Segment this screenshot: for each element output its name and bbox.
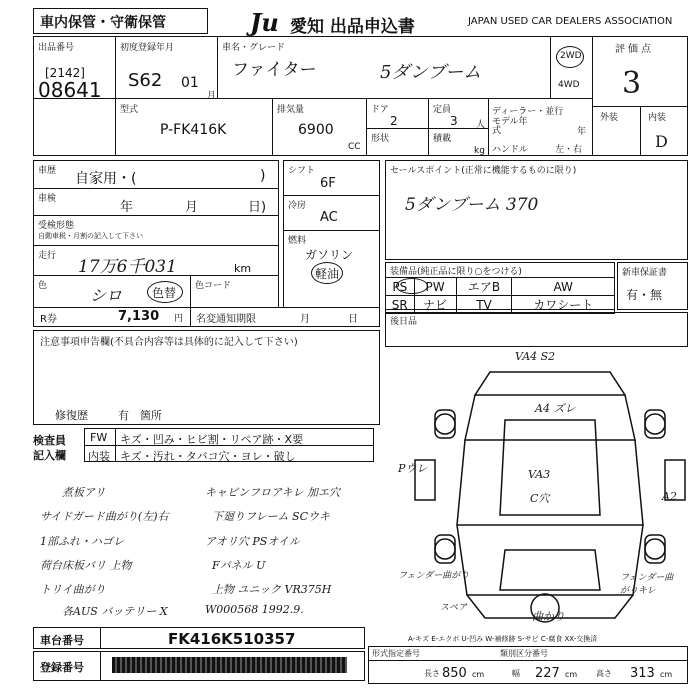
check-row2: キズ・汚れ・タバコ穴・ヨレ・破し — [120, 450, 296, 463]
note-line: 上物 ユニック VR375H — [212, 583, 332, 596]
color-change: 色替 — [152, 286, 177, 300]
inspection-year: 年 — [120, 200, 134, 215]
exterior-label: 外装 — [600, 113, 619, 123]
ac-value: AC — [320, 210, 338, 225]
repair-label: 修復歴 — [55, 409, 88, 422]
equipment-label: 装備品(純正品に限り○をつける) — [390, 267, 522, 277]
inspector-entry-label: 記入欄 — [33, 449, 66, 462]
displacement-unit: CC — [348, 142, 361, 152]
drive-4wd: 4WD — [558, 80, 580, 90]
chassis-number: FK416K510357 — [168, 630, 296, 648]
diagram-mark-fender-right: フェンダー曲がりキレ — [620, 573, 674, 596]
note-line: 煮板アリ — [62, 486, 106, 499]
mileage-label: 走行 — [38, 251, 57, 261]
width-value: 227 — [535, 666, 560, 681]
diagram-mark-c-hole: C穴 — [530, 492, 550, 505]
warranty-value: 有・無 — [626, 288, 663, 302]
capacity-value: 3 — [450, 114, 458, 128]
check-fw-label: FW — [90, 431, 108, 444]
car-name-label: 車名・グレード — [222, 43, 286, 53]
reg-year-label: 初度登録年月 — [120, 43, 175, 53]
doors-value: 2 — [390, 114, 398, 128]
association-name: JAPAN USED CAR DEALERS ASSOCIATION — [468, 16, 673, 27]
diagram-mark-va3: VA3 — [528, 468, 551, 481]
diagram-mark-a2: A2 — [662, 490, 677, 503]
dealer-label: ディーラー・並行 — [492, 107, 564, 117]
reg-month-value: 01 — [181, 75, 199, 91]
car-name: ファイター — [232, 60, 317, 80]
acceptance-label: 受検形態 — [38, 221, 75, 231]
equip-navi: ナビ — [414, 296, 456, 314]
equip-sr: SR — [386, 296, 415, 314]
note-line: W000568 1992.9. — [205, 603, 304, 616]
interior-score: D — [655, 132, 668, 151]
acceptance-note: 自動車税・月割の記入して下さい — [38, 232, 143, 240]
diagram-mark-pure: Pウレ — [398, 462, 428, 475]
capacity-label: 定員 — [433, 105, 452, 115]
equip-ps: PS — [386, 278, 415, 296]
length-unit: cm — [472, 670, 485, 679]
recycle-value: 7,130 — [118, 309, 160, 324]
fuel-value: ガソリン — [305, 248, 354, 262]
note-line: 下廻りフレーム SCウキ — [212, 510, 331, 523]
displacement-label: 排気量 — [277, 105, 305, 115]
note-line: 各AUS バッテリー X — [62, 605, 168, 618]
height-unit: cm — [660, 670, 673, 679]
shift-value: 6F — [320, 176, 336, 191]
top-section — [33, 36, 688, 156]
handle-lr: 左・右 — [555, 145, 583, 155]
capacity-unit: 人 — [476, 120, 486, 130]
damage-legend: A-キズ E-エクボ U-凹み W-補修跡 S-サビ C-腐食 XX-交換済 — [408, 635, 598, 643]
diagram-mark-bottom: 曲かり — [532, 610, 565, 623]
diagram-mark-fender-left: フェンダー曲がり — [398, 571, 470, 581]
mileage-handwritten: 17万6千031 — [78, 257, 177, 277]
later-block — [385, 312, 688, 347]
form-title: 愛知 出品申込書 — [290, 17, 415, 37]
load-unit: kg — [474, 146, 485, 156]
ps-selected-circle — [396, 278, 428, 294]
later-label: 後日品 — [390, 317, 418, 327]
model-value: P-FK416K — [160, 122, 227, 138]
recycle-unit: 円 — [174, 314, 184, 324]
model-year-unit: 年 — [577, 127, 587, 137]
fuel-selected: 軽油 — [315, 267, 340, 281]
recycle-label: R券 — [40, 314, 57, 325]
lot-number: 08641 — [38, 78, 102, 102]
registration-label: 登録番号 — [40, 661, 84, 674]
doors-label: ドア — [371, 105, 389, 115]
interior-label: 内装 — [648, 113, 667, 123]
name-change-day: 日 — [348, 314, 358, 325]
inspection-month: 月 — [185, 200, 199, 215]
name-change-label: 名変通知期限 — [196, 314, 256, 325]
height-value: 313 — [630, 666, 655, 681]
chassis-label: 車台番号 — [40, 634, 84, 647]
score-value: 3 — [622, 66, 642, 101]
length-label: 長さ — [424, 669, 440, 678]
storage-label: 車内保管・守衛保管 — [40, 15, 166, 31]
fuel-label: 燃料 — [288, 236, 307, 246]
color-label: 色 — [38, 281, 48, 291]
diagram-mark-top: VA4 S2 — [515, 350, 556, 363]
width-unit: cm — [565, 670, 578, 679]
inspection-day: 日) — [248, 200, 267, 215]
mileage-unit: km — [234, 262, 252, 275]
lot-sub: [2142] — [45, 66, 85, 80]
check-interior-label: 内装 — [88, 450, 110, 463]
sales-point-handwritten: 5ダンブーム 370 — [405, 195, 539, 215]
spec-number-label: 形式指定番号 — [372, 649, 420, 658]
inspection-label: 車検 — [38, 194, 57, 204]
load-label: 積載 — [433, 134, 452, 144]
inspector-label: 検査員 — [33, 434, 66, 447]
diagram-mark-spare: スペア — [440, 603, 468, 613]
repair-value: 有 — [118, 409, 129, 422]
check-row1: キズ・凹み・ヒビ割・リペア跡・X要 — [120, 433, 304, 446]
lot-label: 出品番号 — [38, 43, 75, 53]
sales-point-label: セールスポイント(正常に機能するものに限り) — [390, 166, 577, 176]
shape-label: 形状 — [371, 134, 390, 144]
handle-label: ハンドル — [492, 145, 529, 155]
equipment-table — [385, 277, 615, 314]
warranty-label: 新車保証書 — [622, 268, 668, 278]
color-handwritten: シロ — [90, 286, 123, 305]
color-code-label: 色コード — [195, 281, 232, 291]
shift-label: シフト — [288, 166, 316, 176]
equip-pw: PW — [414, 278, 456, 296]
note-line: キャビンフロアキレ 加エ穴 — [205, 486, 340, 499]
note-line: アオリ穴 PSオイル — [205, 535, 300, 548]
score-label: 評価点 — [615, 44, 654, 55]
notes-label: 注意事項申告欄(不具合内容等は具体的に記入して下さい) — [40, 337, 298, 348]
name-change-month: 月 — [300, 314, 310, 325]
class-number-label: 類別区分番号 — [500, 649, 548, 658]
history-value: 自家用・( — [75, 171, 137, 187]
ac-label: 冷房 — [288, 201, 307, 211]
equip-aw: AW — [512, 278, 615, 296]
model-label: 型式 — [120, 105, 139, 115]
equip-airbag: エアB — [456, 278, 512, 296]
displacement-value: 6900 — [298, 122, 334, 138]
width-label: 幅 — [512, 669, 520, 678]
equip-tv: TV — [456, 296, 512, 314]
drive-2wd: 2WD — [560, 51, 582, 61]
reg-month-unit: 月 — [207, 91, 217, 101]
repair-suffix: 箇所 — [140, 409, 162, 422]
length-value: 850 — [442, 666, 467, 681]
note-line: 1部ふれ・ハゴレ — [40, 535, 124, 548]
history-label: 車歴 — [38, 166, 57, 176]
ju-logo: Ju — [250, 8, 279, 37]
equip-leather: カワシート — [512, 296, 615, 314]
note-line: 荷台床板バリ 上物 — [40, 559, 132, 572]
redacted-registration — [112, 657, 347, 673]
note-line: サイドガード曲がり(左)右 — [40, 510, 169, 523]
reg-year-value: S62 — [128, 70, 163, 91]
model-year-label: モデル年式 — [492, 117, 528, 136]
history-close: ) — [260, 168, 266, 184]
note-line: Fパネル U — [212, 559, 266, 572]
note-line: トリイ曲がり — [40, 583, 106, 596]
diagram-mark-a4: A4 ズレ — [535, 402, 576, 415]
grade-handwritten: 5ダンブーム — [380, 62, 482, 83]
height-label: 高さ — [596, 669, 612, 678]
